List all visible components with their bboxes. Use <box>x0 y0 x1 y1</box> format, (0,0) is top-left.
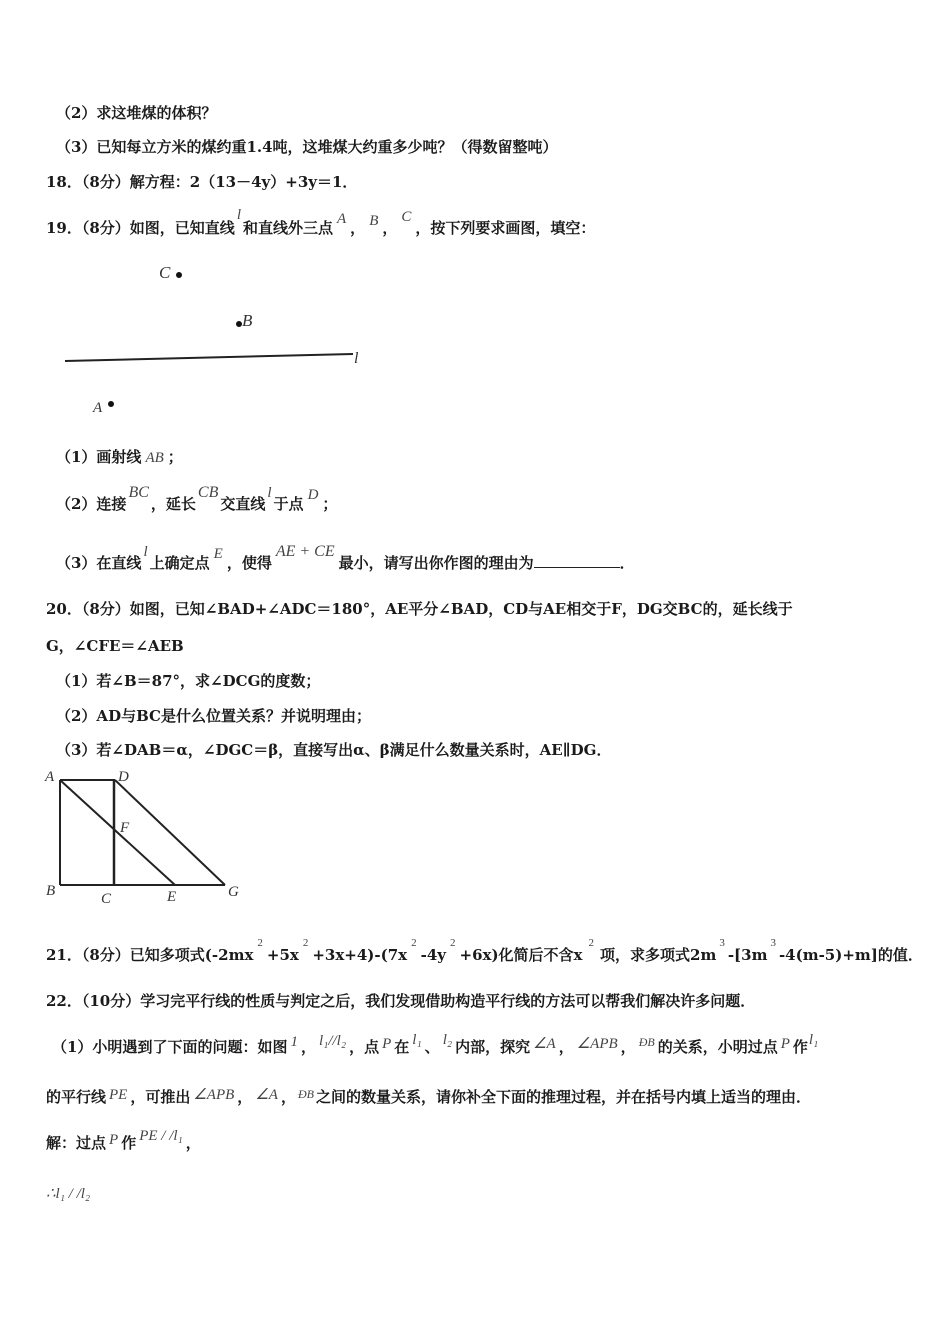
q22-part1: （1）小明遇到了下面的问题：如图 1 ， l₁//l₂ ，点 P 在 l₁ 、 l₂ 内部，探究 ∠A ， ∠APB ， ÐB 的关系，小明过点 P 作l₁ <box>52 1032 819 1056</box>
point-c <box>176 272 182 278</box>
q22-part1-cont: 的平行线 PE ，可推出 ∠APB ， ∠A ， ÐB 之间的数量关系，请你补全下面的推理过程，并在括号内填上适当的理由． <box>46 1087 811 1106</box>
figure-20 <box>40 765 260 910</box>
segment-dg <box>115 780 225 885</box>
q22-solution: 解：过点 P 作 PE / /l₁ ， <box>46 1128 201 1152</box>
fig20-label-a: A <box>45 769 55 785</box>
fig20-label-b: B <box>46 883 56 899</box>
q19-stem: 19．（8分）如图，已知直线l和直线外三点 A ， B ，C，按下列要求画图，填空： <box>46 207 596 237</box>
figure-19 <box>55 255 375 425</box>
fig20-label-g: G <box>228 884 239 900</box>
point-a <box>108 401 114 407</box>
q17-part3: （3）已知每立方米的煤约重1.4吨，这堆煤大约重多少吨？（得数留整吨） <box>56 138 558 156</box>
line-l <box>65 354 353 361</box>
segment-ae <box>60 780 175 885</box>
q18-text: 18．（8分）解方程：2（13－4y）+3y＝1． <box>46 173 358 191</box>
fig20-label-f: F <box>120 820 130 836</box>
q17-part2: （2）求这堆煤的体积？ <box>56 104 217 122</box>
q19-part2: （2）连接BC，延长CB交直线l于点 D ； <box>56 484 338 513</box>
q20-part2: （2）AD与BC是什么位置关系？并说明理由； <box>56 707 371 725</box>
fig20-label-c: C <box>101 891 112 907</box>
fig20-label-d: D <box>118 769 129 785</box>
fig19-label-c: C <box>159 263 171 282</box>
fig19-label-b: B <box>242 311 253 330</box>
q20-stem: 20．（8分）如图，已知∠BAD+∠ADC＝180°，AE平分∠BAD，CD与AE相交于F，DG交BC的，延长线于 <box>46 600 793 618</box>
fig19-label-l: l <box>354 350 359 367</box>
q20-part3: （3）若∠DAB＝α，∠DGC＝β，直接写出α、β满足什么数量关系时，AE∥DG． <box>56 741 612 759</box>
q19-part3: （3）在直线l上确定点 E ，使得AE + CE最小，请写出你作图的理由为 ． <box>56 543 635 572</box>
q21-text: 21．（8分）已知多项式(-2mx2+5x2+3x+4)-(7x2-4y2+6x)化简后不含x2项，求多项式2m3-[3m3-4(m-5)+m]的值． <box>46 937 923 964</box>
fig20-label-e: E <box>167 889 177 905</box>
fig19-label-a: A <box>93 400 103 416</box>
q19-part1: （1）画射线 AB ； <box>56 448 183 466</box>
q20-part1: （1）若∠B＝87°，求∠DCG的度数； <box>56 672 321 690</box>
answer-blank <box>534 553 620 568</box>
q20-stem-cont: G，∠CFE＝∠AEB <box>46 637 184 655</box>
q22-therefore: ∴l₁ / /l₂ <box>46 1186 91 1202</box>
q22-stem: 22．（10分）学习完平行线的性质与判定之后，我们发现借助构造平行线的方法可以帮我们解决许多问题． <box>46 992 756 1010</box>
